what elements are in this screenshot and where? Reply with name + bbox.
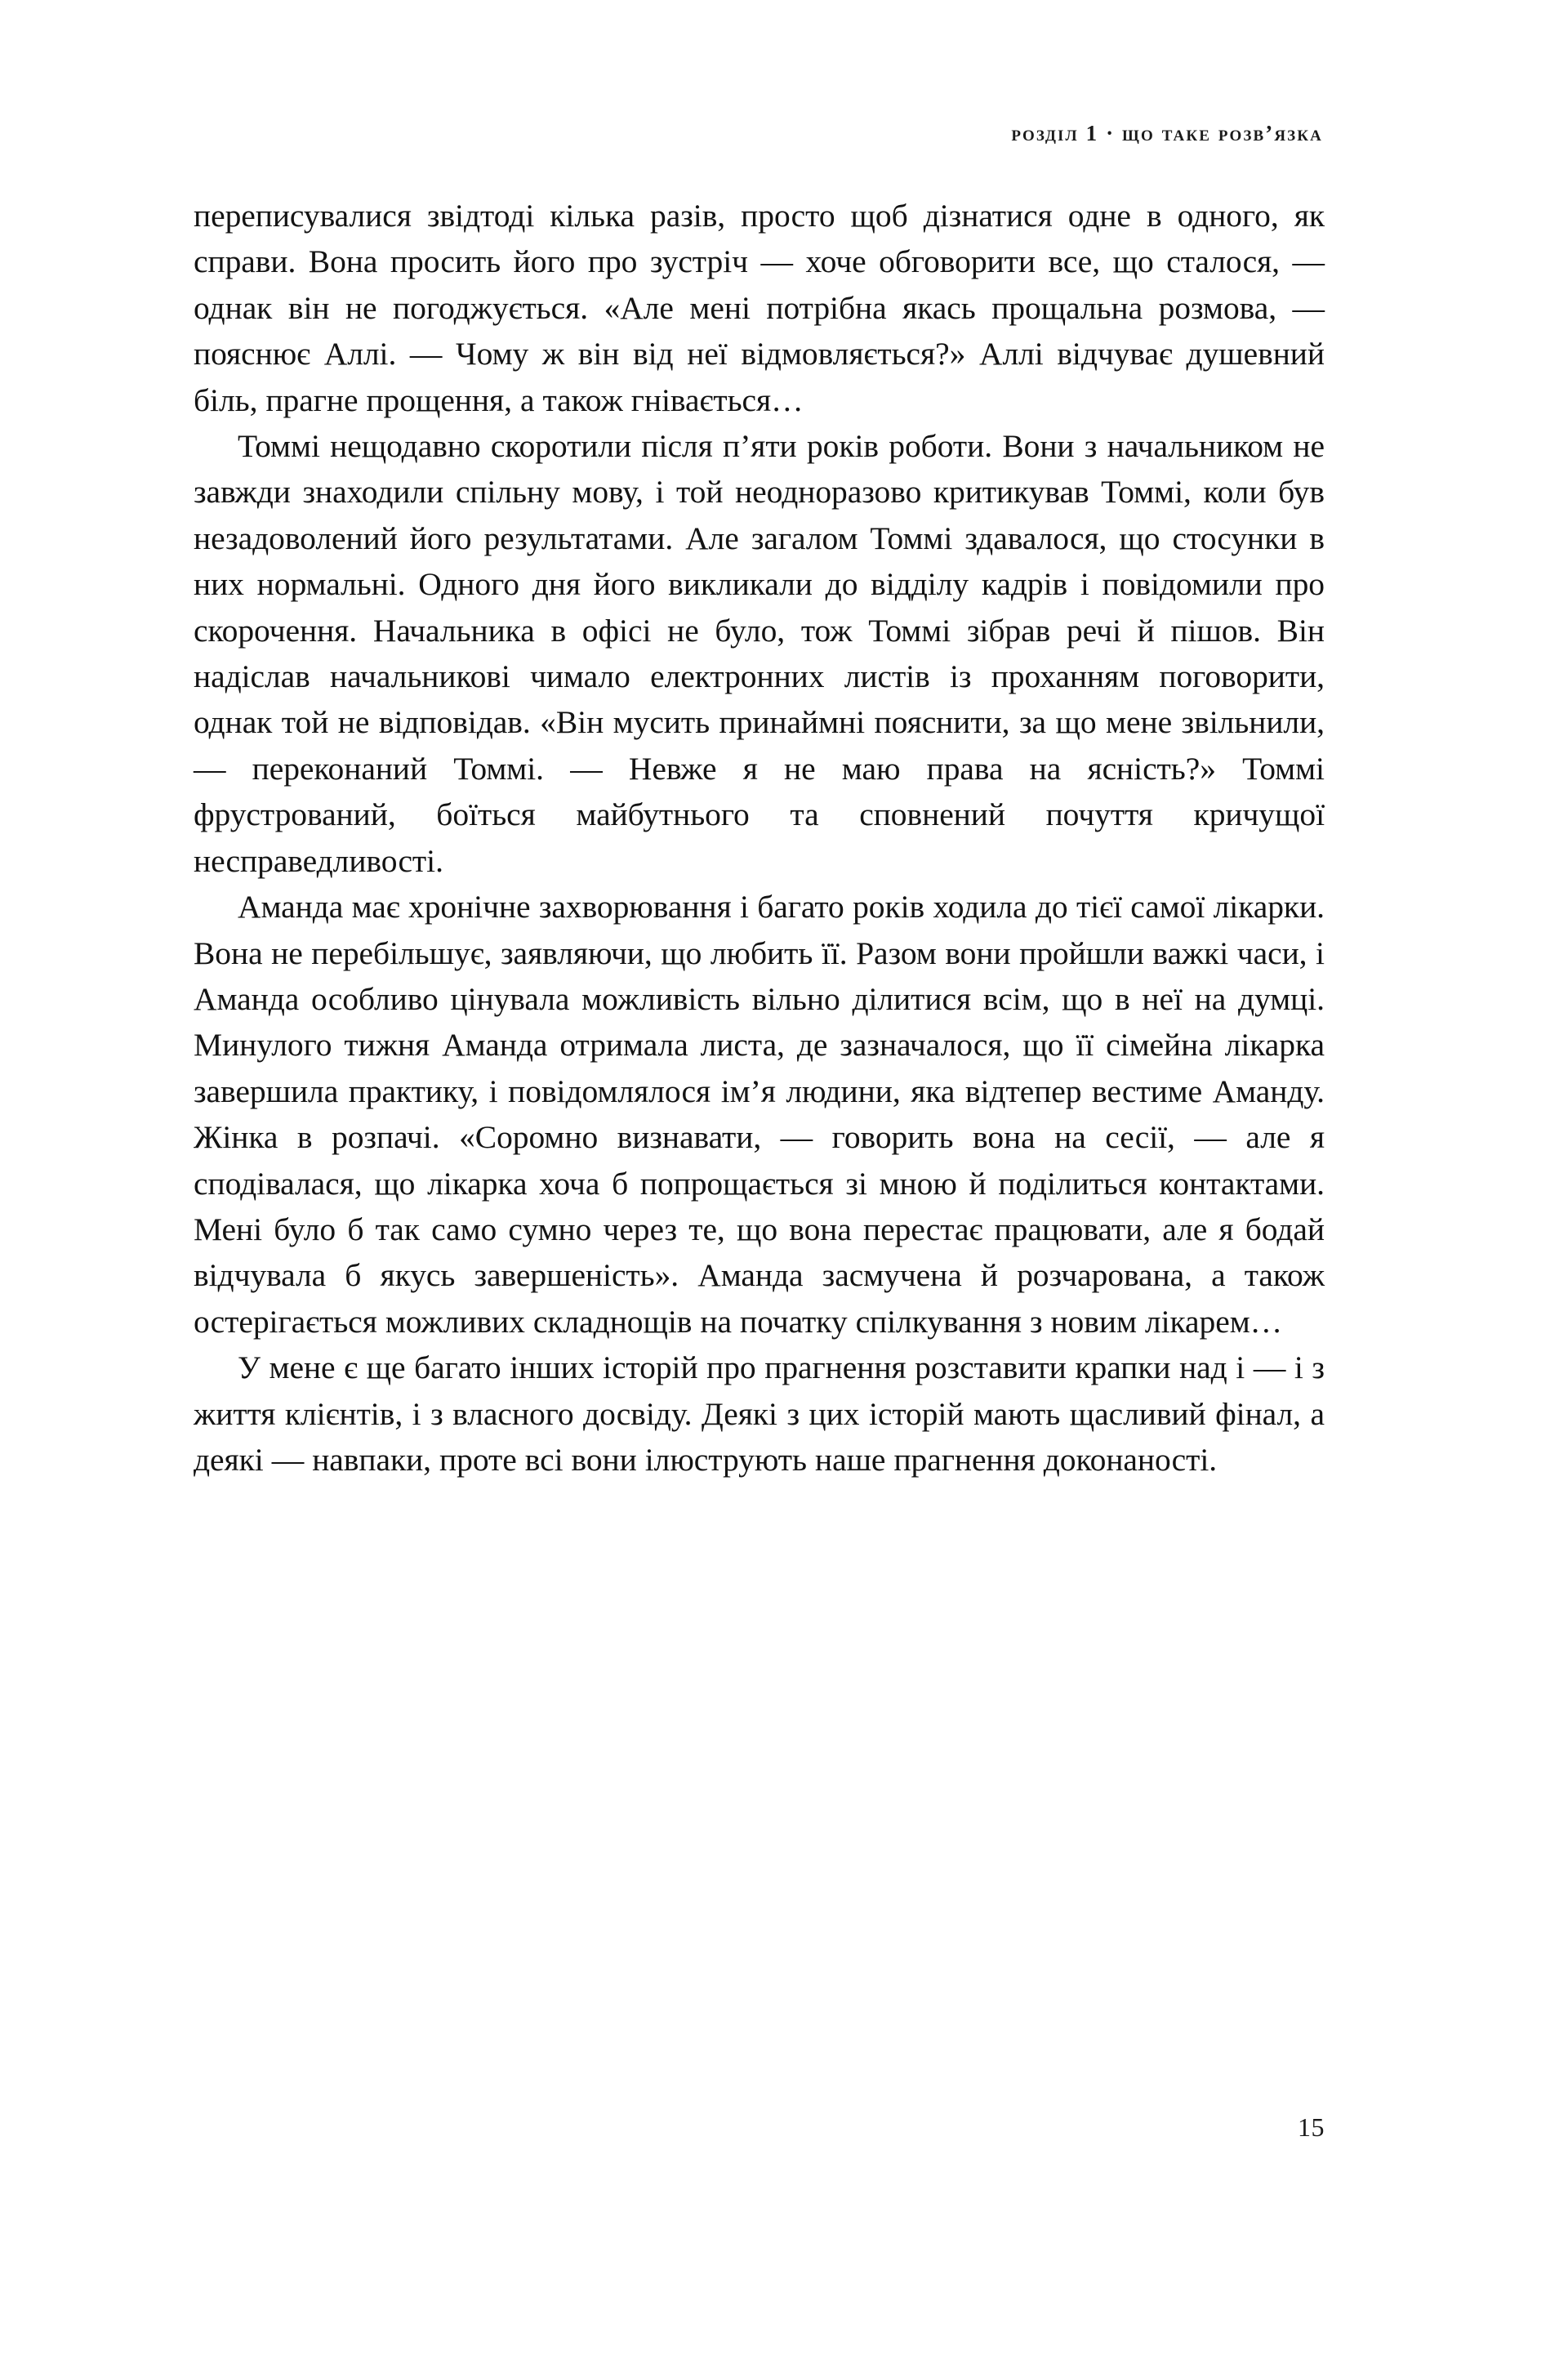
running-head-text: розділ 1 · що таке розв’язка <box>1011 121 1323 145</box>
body-text-block <box>194 193 1325 1483</box>
paragraph: Томмі нещодавно скоротили після п’яти років роботи. Вони з начальником не завжди знаходили спільну мову, і той неодноразово критикував Томмі, коли був незадоволений його результатами. Але загалом Томмі здавалося, що стосунки в них нормальні. Одного дня його викликали до відділу кадрів і повідомили про скорочення. Начальника в офісі не було, тож Томмі зібрав речі й пішов. Він надіслав начальникові чимало електронних листів із проханням поговорити, однак той не відповідав. «Він мусить принаймні пояснити, за що мене звільнили, — переконаний Томмі. — Невже я не маю права на ясність?» Томмі фрустрований, боїться майбутнього та сповнений почуття кричущої несправедливості. <box>194 428 1325 879</box>
running-head <box>194 121 1323 146</box>
paragraph: Аманда має хронічне захворювання і багато років ходила до тієї самої лікарки. Вона не перебільшує, заявляючи, що любить її. Разом вони пройшли важкі часи, і Аманда особливо цінувала можливість вільно ділитися всім, що в неї на думці. Минулого тижня Аманда отримала листа, де зазначалося, що її сімейна лікарка завершила практику, і повідомлялося ім’я людини, яка відтепер вестиме Аманду. Жінка в розпачі. «Соромно визнавати, — говорить вона на сесії, — але я сподівалася, що лікарка хоча б попрощається зі мною й поділиться контактами. Мені було б так само сумно через те, що вона перестає працювати, але я бодай відчувала б якусь завершеність». Аманда засмучена й розчарована, а також остерігається можливих складнощів на початку спілкування з новим лікарем… <box>194 889 1325 1340</box>
paragraph: У мене є ще багато інших історій про прагнення розставити крапки над і — і з життя клієнтів, і з власного досвіду. Деякі з цих історій мають щасливий фінал, а деякі — навпаки, проте всі вони ілюструють наше прагнення доконаності. <box>194 1349 1325 1478</box>
paragraph: переписувалися звідтоді кілька разів, просто щоб дізнатися одне в одного, як справи. Вона просить його про зустріч — хоче обговорити все, що сталося, — однак він не погоджується. «Але мені потрібна якась прощальна розмова, — пояснює Аллі. — Чому ж він від неї відмовляється?» Аллі відчуває душевний біль, прагне прощення, а також гнівається… <box>194 198 1325 418</box>
page-number: 15 <box>1298 2112 1325 2142</box>
